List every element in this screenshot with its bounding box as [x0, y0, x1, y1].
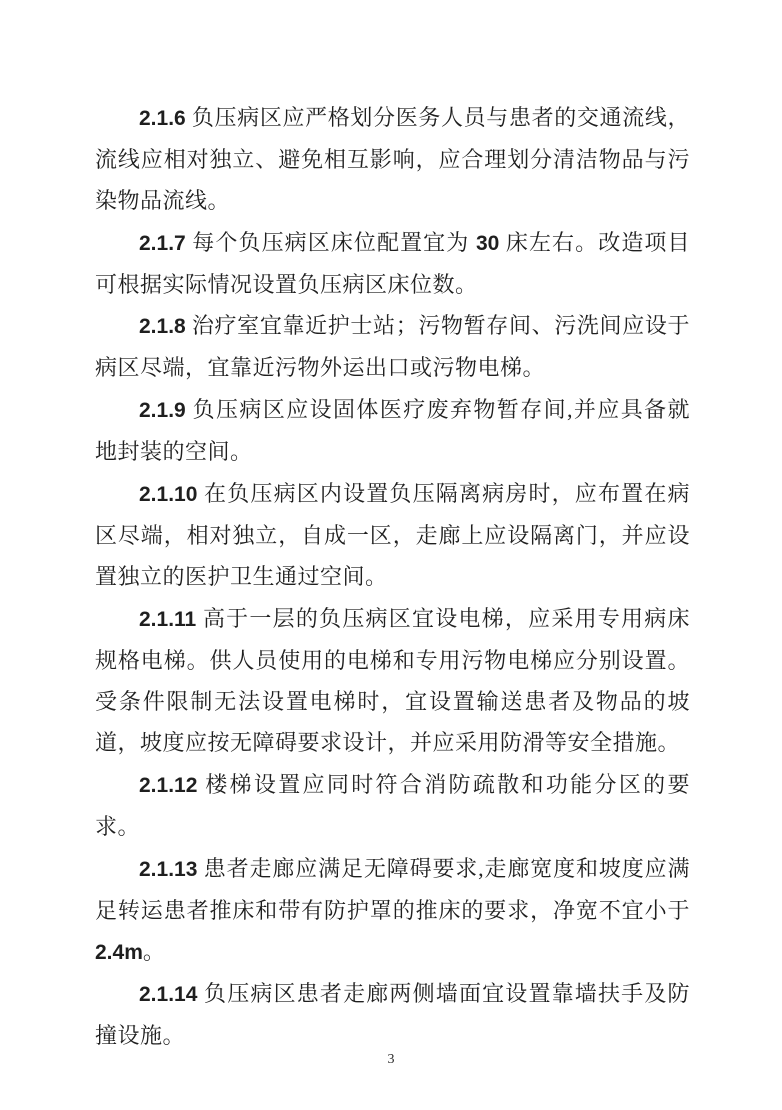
clause-text: 治疗室宜靠近护士站；污物暂存间、污洗间应设于病区尽端，宜靠近污物外运出口或污物电梯。 — [95, 313, 690, 380]
clause-text: 负压病区应设固体医疗废弃物暂存间,并应具备就地封装的空间。 — [95, 397, 690, 464]
page-number: 3 — [387, 1052, 395, 1067]
clause-number: 2.1.9 — [139, 399, 186, 422]
clause-2-1-13 — [95, 848, 690, 973]
inline-number: 2.4m — [95, 941, 143, 964]
clause-2-1-14 — [95, 973, 690, 1057]
clause-text: 在负压病区内设置负压隔离病房时，应布置在病区尽端，相对独立，自成一区，走廊上应设隔离门，并应设置独立的医护卫生通过空间。 — [95, 481, 690, 589]
clause-number: 2.1.11 — [139, 608, 197, 631]
clause-text: 负压病区应严格划分医务人员与患者的交通流线，流线应相对独立、避免相互影响，应合理划分清洁物品与污染物品流线。 — [95, 105, 690, 213]
clause-2-1-8 — [95, 305, 690, 389]
clause-number: 2.1.7 — [139, 232, 186, 255]
clause-text: 患者走廊应满足无障碍要求,走廊宽度和坡度应满足转运患者推床和带有防护罩的推床的要求，净宽不宜小于 — [95, 856, 690, 923]
clause-2-1-12 — [95, 764, 690, 848]
clause-number: 2.1.13 — [139, 858, 198, 881]
page-footer — [0, 1050, 782, 1068]
clause-number: 2.1.10 — [139, 483, 198, 506]
clause-number: 2.1.14 — [139, 983, 198, 1006]
clause-2-1-9 — [95, 389, 690, 473]
clause-number: 2.1.8 — [139, 315, 186, 338]
clause-number: 2.1.6 — [139, 107, 186, 130]
clause-text: 负压病区患者走廊两侧墙面宜设置靠墙扶手及防撞设施。 — [95, 981, 690, 1048]
clause-2-1-6 — [95, 97, 690, 222]
clause-2-1-10 — [95, 473, 690, 598]
clause-text-cont: 。 — [142, 939, 166, 964]
clause-text: 高于一层的负压病区宜设电梯，应采用专用病床规格电梯。供人员使用的电梯和专用污物电梯应分别设置。受条件限制无法设置电梯时，宜设置输送患者及物品的坡道，坡度应按无障碍要求设计，并应采用防滑等安全措施。 — [95, 606, 690, 755]
clause-text: 楼梯设置应同时符合消防疏散和功能分区的要求。 — [95, 772, 690, 839]
clause-number: 2.1.12 — [139, 774, 198, 797]
clause-text: 每个负压病区床位配置宜为 — [191, 230, 476, 255]
clause-2-1-11 — [95, 598, 690, 764]
clause-text-cont: 床左右。改造项目可根据实际情况设置负压病区床位数。 — [95, 230, 690, 297]
clause-2-1-7 — [95, 222, 690, 305]
document-body — [95, 97, 690, 1057]
inline-number: 30 — [475, 232, 500, 255]
